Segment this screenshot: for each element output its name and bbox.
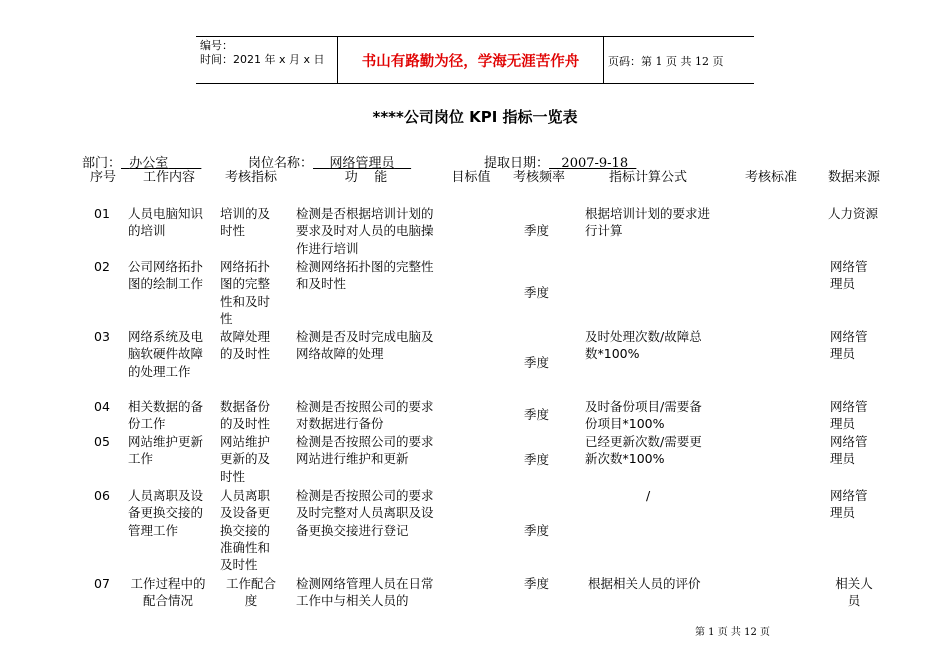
row-06-no: 06 [94,488,110,503]
col-header-no: 序号 [89,170,116,185]
row-05-indicator: 网站维护更新的及时性 [220,434,271,484]
row-06-function: 检测是否按照公司的要求及时完整对人员离职及设备更换交接进行登记 [296,488,434,538]
row-02-content: 公司网络拓扑图的绘制工作 [128,259,204,292]
position-field [248,152,411,171]
col-header-standard: 考核标准 [744,170,797,185]
row-03-no: 03 [94,329,110,344]
row-04-source: 网络管理员 [830,399,868,432]
row-05-source: 网络管理员 [830,434,868,467]
document-header [196,36,754,84]
date-label: 提取日期： [484,156,550,171]
row-03-source: 网络管理员 [830,329,868,362]
row-03-indicator: 故障处理的及时性 [220,329,271,362]
col-header-source: 数据来源 [828,170,881,185]
position-label: 岗位名称： [248,156,314,171]
row-02-source: 网络管理员 [830,259,868,292]
date-value: 2007-9-18 [561,156,629,171]
row-06-content: 人员离职及设备更换交接的管理工作 [128,488,204,538]
row-03-content: 网络系统及电脑软硬件故障的处理工作 [128,329,204,379]
col-header-formula: 指标计算公式 [608,170,687,185]
row-03-formula: 及时处理次数/故障总数*100% [585,329,702,362]
row-05-content: 网站维护更新工作 [128,434,204,467]
row-01-source: 人力资源 [828,206,879,221]
row-02-no: 02 [94,259,110,274]
row-04-content: 相关数据的备份工作 [128,399,204,432]
page-footer: 第 1 页 共 12 页 [695,627,770,638]
row-06-indicator: 人员离职及设备更换交接的准确性和及时性 [220,488,271,573]
col-header-frequency: 考核频率 [512,170,565,185]
row-05-no: 05 [94,434,110,449]
row-04-function: 检测是否按照公司的要求对数据进行备份 [296,399,434,432]
row-01-content: 人员电脑知识的培训 [128,206,204,239]
row-04-frequency: 季度 [524,407,550,422]
row-04-no: 04 [94,399,110,414]
row-05-frequency: 季度 [524,452,550,467]
row-06-formula: / [646,488,651,503]
dept-label: 部门： [82,156,122,171]
row-07-source: 相关人员 [835,576,873,609]
row-01-no: 01 [94,206,110,221]
row-04-indicator: 数据备份的及时性 [220,399,271,432]
row-07-formula: 根据相关人员的评价 [588,576,701,591]
position-value: 网络管理员 [329,156,395,171]
row-07-indicator: 工作配合度 [225,576,276,609]
row-07-content: 工作过程中的配合情况 [130,576,206,609]
row-05-function: 检测是否按照公司的要求网站进行维护和更新 [296,434,434,467]
page-label: 页码：第 1 页 共 12 页 [608,55,724,68]
dept-field [82,152,201,171]
row-02-indicator: 网络拓扑图的完整性和及时性 [220,259,271,326]
col-header-target: 目标值 [451,170,491,185]
dept-value: 办公室 [129,156,169,171]
row-03-frequency: 季度 [524,355,550,370]
col-header-indicator: 考核指标 [224,170,277,185]
row-07-no: 07 [94,576,110,591]
row-05-formula: 已经更新次数/需要更新次数*100% [585,434,702,467]
col-header-function: 功 能 [344,170,388,185]
row-01-formula: 根据培训计划的要求进行计算 [585,206,711,239]
page-title: ****公司岗位 KPI 指标一览表 [372,108,578,126]
row-01-indicator: 培训的及时性 [220,206,271,239]
col-header-content: 工作内容 [142,170,195,185]
row-01-function: 检测是否根据培训计划的要求及时对人员的电脑操作进行培训 [296,206,434,256]
row-02-function: 检测网络拓扑图的完整性和及时性 [296,259,434,292]
number-label: 编号： [200,39,233,52]
row-02-frequency: 季度 [524,285,550,300]
row-06-frequency: 季度 [524,523,550,538]
motto: 书山有路勤为径，学海无涯苦作舟 [337,37,604,83]
row-06-source: 网络管理员 [830,488,868,521]
header-info [200,39,335,67]
row-07-frequency: 季度 [524,576,550,591]
date-field [484,152,636,171]
time-label: 时间：2021 年 x 月 x 日 [200,53,325,66]
row-07-function: 检测网络管理人员在日常工作中与相关人员的 [296,576,434,609]
row-01-frequency: 季度 [524,223,550,238]
row-04-formula: 及时备份项目/需要备份项目*100% [585,399,702,432]
row-03-function: 检测是否及时完成电脑及网络故障的处理 [296,329,434,362]
